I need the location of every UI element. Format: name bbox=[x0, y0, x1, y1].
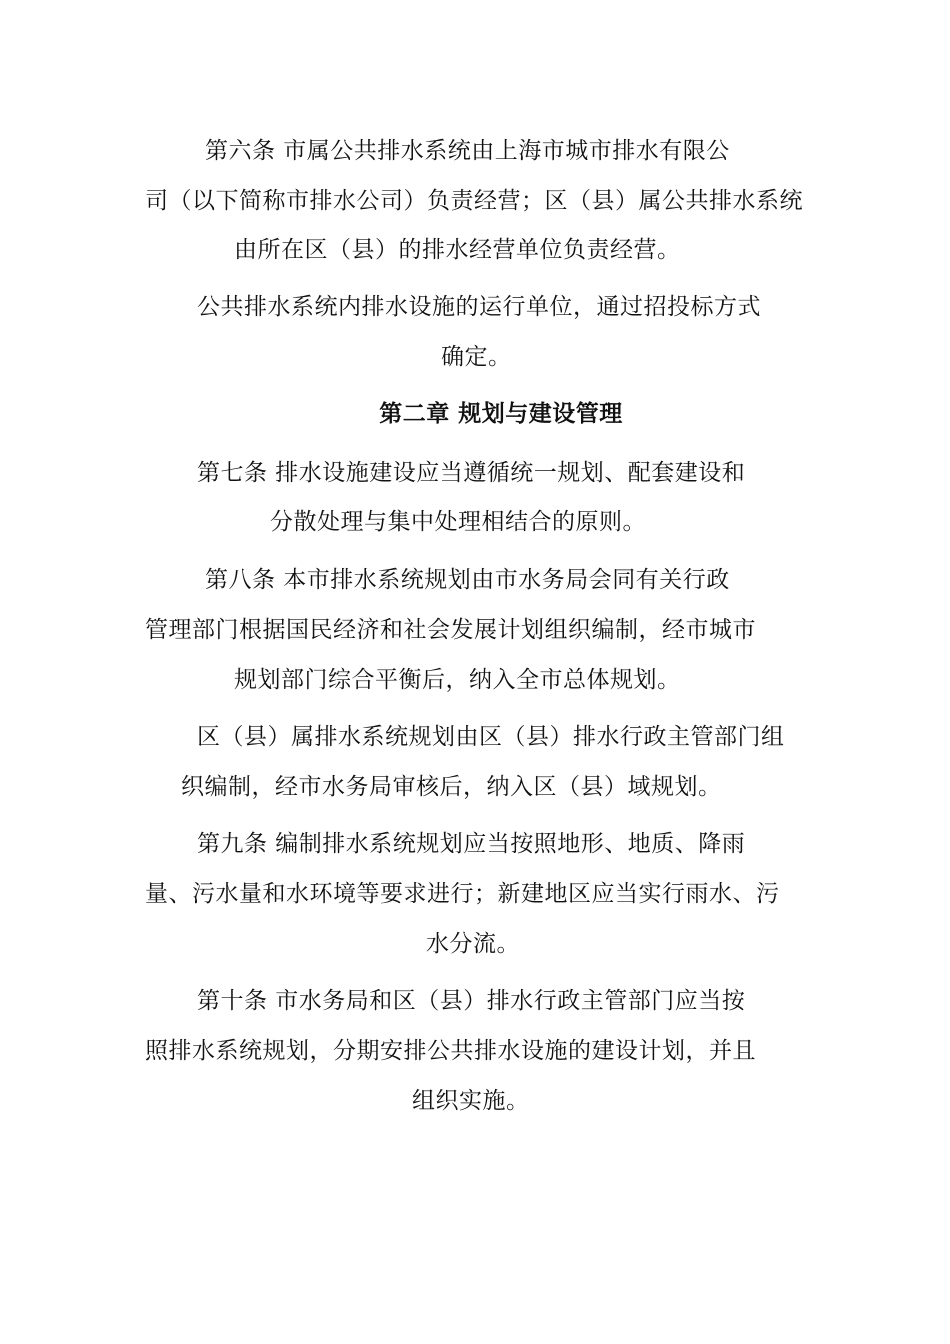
article-7-line-1: 第七条 排水设施建设应当遵循统一规划、配套建设和 bbox=[197, 460, 746, 486]
article-8-line-2: 管理部门根据国民经济和社会发展计划组织编制，经市城市 bbox=[145, 617, 756, 643]
article-10-line-2: 照排水系统规划，分期安排公共排水设施的建设计划，并且 bbox=[145, 1038, 756, 1064]
article-6-line-2: 司（以下简称市排水公司）负责经营；区（县）属公共排水系统 bbox=[145, 188, 803, 214]
article-8-line-1: 第八条 本市排水系统规划由市水务局会同有关行政 bbox=[205, 567, 730, 593]
article-9-line-3: 水分流。 bbox=[426, 931, 520, 957]
article-8-line-3: 规划部门综合平衡后，纳入全市总体规划。 bbox=[234, 667, 681, 693]
article-6-para-2-line-1: 公共排水系统内排水设施的运行单位，通过招投标方式 bbox=[197, 294, 761, 320]
article-10-line-3: 组织实施。 bbox=[412, 1088, 530, 1114]
article-8-para-2-line-1: 区（县）属排水系统规划由区（县）排水行政主管部门组 bbox=[197, 724, 785, 750]
article-9-line-1: 第九条 编制排水系统规划应当按照地形、地质、降雨 bbox=[197, 831, 746, 857]
article-6-para-2-line-2: 确定。 bbox=[441, 344, 512, 370]
article-8-para-2-line-2: 织编制，经市水务局审核后，纳入区（县）域规划。 bbox=[181, 774, 722, 800]
article-7-line-2: 分散处理与集中处理相结合的原则。 bbox=[270, 509, 646, 535]
article-6-line-3: 由所在区（县）的排水经营单位负责经营。 bbox=[234, 237, 681, 263]
article-10-line-1: 第十条 市水务局和区（县）排水行政主管部门应当按 bbox=[197, 988, 746, 1014]
article-6-line-1: 第六条 市属公共排水系统由上海市城市排水有限公 bbox=[205, 138, 730, 164]
article-9-line-2: 量、污水量和水环境等要求进行；新建地区应当实行雨水、污 bbox=[145, 881, 780, 907]
chapter-2-title: 第二章 规划与建设管理 bbox=[379, 400, 623, 427]
